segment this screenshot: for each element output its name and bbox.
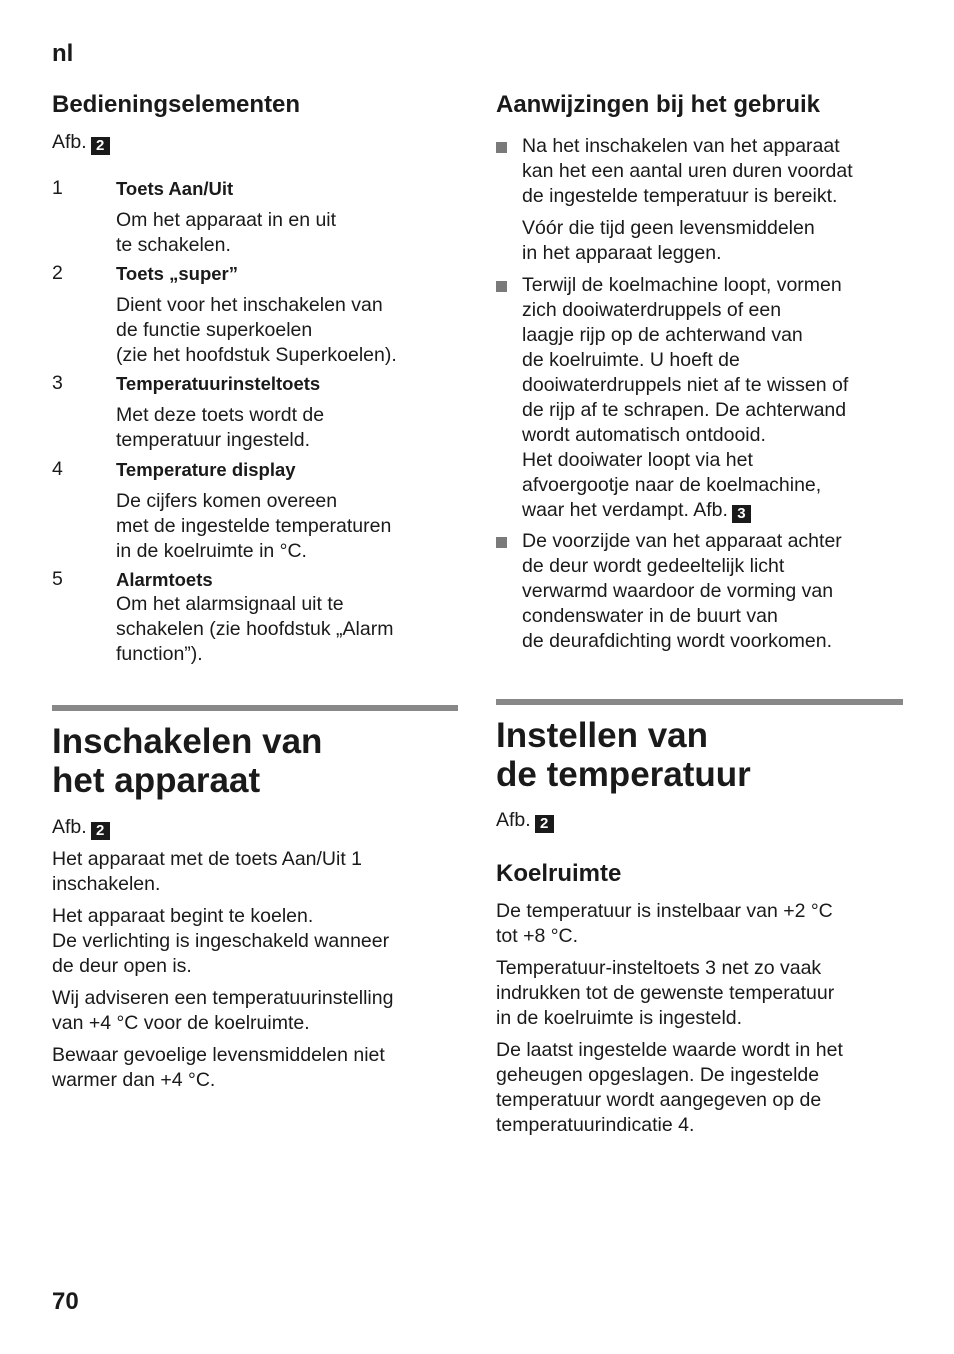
usage-bullet-extra	[522, 216, 912, 266]
desc-line: function”).	[116, 643, 203, 665]
text-line: in het apparaat leggen.	[522, 242, 722, 264]
text-line: geheugen opgeslagen. De ingestelde	[496, 1064, 820, 1086]
language-label: nl	[52, 40, 74, 67]
text-line: indrukken tot de gewenste temperatuur	[496, 982, 835, 1004]
title-line: Inschakelen van	[52, 722, 323, 761]
item-description	[116, 208, 456, 258]
text-line: laagje rijp op de achterwand van	[522, 324, 803, 346]
text-line: in de koelruimte is ingesteld.	[496, 1007, 743, 1029]
text-line: zich dooiwaterdruppels of een	[522, 299, 782, 321]
item-term: Temperature display	[116, 459, 296, 480]
usage-bullet-text	[522, 529, 912, 654]
desc-line: temperatuur ingesteld.	[116, 429, 311, 451]
figure-number-badge: 2	[535, 815, 554, 833]
koelruimte-subheading: Koelruimte	[496, 860, 622, 887]
desc-line: de functie superkoelen	[116, 319, 313, 341]
section-divider	[52, 705, 458, 711]
text-line: de deur wordt gedeeltelijk licht	[522, 555, 785, 577]
bullet-square-icon	[496, 537, 507, 548]
text-line: afvoergootje naar de koelmachine,	[522, 474, 822, 496]
text-line: De voorzijde van het apparaat achter	[522, 530, 842, 552]
switch-on-paragraph	[52, 1043, 452, 1093]
section-title	[496, 716, 751, 794]
usage-heading: Aanwijzingen bij het gebruik	[496, 91, 821, 118]
text-line	[522, 498, 912, 523]
temperature-paragraph	[496, 956, 906, 1031]
item-description	[116, 293, 506, 368]
section-divider	[496, 699, 903, 705]
text-line: Terwijl de koelmachine loopt, vormen	[522, 274, 842, 296]
desc-line: Dient voor het inschakelen van	[116, 294, 383, 316]
text-line: wordt automatisch ontdooid.	[522, 424, 766, 446]
figure-number-badge: 2	[91, 137, 110, 155]
title-line: het apparaat	[52, 761, 261, 800]
text-line: Na het inschakelen van het apparaat	[522, 135, 840, 157]
text-line: de rijp af te schrapen. De achterwand	[522, 399, 847, 421]
temperature-paragraph	[496, 1038, 906, 1138]
text-line: dooiwaterdruppels niet af te wissen of	[522, 374, 849, 396]
item-number: 1	[52, 177, 63, 199]
bullet-square-icon	[496, 142, 507, 153]
desc-line: in de koelruimte in °C.	[116, 540, 307, 562]
controls-heading: Bedieningselementen	[52, 91, 301, 118]
text-line: kan het een aantal uren duren voordat	[522, 160, 853, 182]
afb-label: Afb.	[52, 816, 87, 838]
switch-on-paragraph	[52, 847, 452, 897]
desc-line: De cijfers komen overeen	[116, 490, 338, 512]
item-description	[116, 592, 456, 667]
text-line: De verlichting is ingeschakeld wanneer	[52, 930, 390, 952]
switch-on-figure-ref	[52, 815, 110, 840]
item-number: 5	[52, 568, 63, 590]
text-line: Temperatuur-insteltoets 3 net zo vaak	[496, 957, 822, 979]
controls-figure-ref	[52, 130, 110, 155]
figure-number-badge: 2	[91, 822, 110, 840]
usage-bullet-text	[522, 134, 912, 209]
text-line: tot +8 °C.	[496, 925, 579, 947]
desc-line: schakelen (zie hoofdstuk „Alarm	[116, 618, 394, 640]
text-line: Het dooiwater loopt via het	[522, 449, 753, 471]
text-line: De laatst ingestelde waarde wordt in het	[496, 1039, 843, 1061]
title-line: Instellen van	[496, 716, 709, 755]
text-line: Vóór die tijd geen levensmiddelen	[522, 217, 815, 239]
text-line: de deur open is.	[52, 955, 192, 977]
desc-line: (zie het hoofdstuk Superkoelen).	[116, 344, 397, 366]
item-number: 2	[52, 262, 63, 284]
text-line: de koelruimte. U hoeft de	[522, 349, 740, 371]
usage-bullet-text	[522, 273, 912, 523]
figure-number-badge: 3	[732, 505, 751, 523]
text-line: inschakelen.	[52, 873, 161, 895]
item-term: Toets Aan/Uit	[116, 178, 234, 199]
text-line: temperatuurindicatie 4.	[496, 1114, 695, 1136]
text-line: warmer dan +4 °C.	[52, 1069, 216, 1091]
item-description	[116, 403, 456, 453]
desc-line: met de ingestelde temperaturen	[116, 515, 392, 537]
item-description	[116, 489, 456, 564]
desc-line: Om het apparaat in en uit	[116, 209, 337, 231]
text-line: De temperatuur is instelbaar van +2 °C	[496, 900, 833, 922]
item-term: Toets „super”	[116, 263, 238, 284]
item-term: Temperatuurinsteltoets	[116, 373, 321, 394]
desc-line: Met deze toets wordt de	[116, 404, 325, 426]
temperature-figure-ref	[496, 808, 554, 833]
switch-on-paragraph	[52, 904, 452, 979]
title-line: de temperatuur	[496, 755, 751, 794]
section-title	[52, 722, 322, 800]
text-line: Het apparaat begint te koelen.	[52, 905, 314, 927]
item-term: Alarmtoets	[116, 569, 213, 590]
text-fragment: waar het verdampt. Afb.	[522, 499, 728, 521]
item-number: 4	[52, 458, 63, 480]
text-line: Het apparaat met de toets Aan/Uit 1	[52, 848, 363, 870]
switch-on-paragraph	[52, 986, 452, 1036]
afb-label: Afb.	[52, 131, 87, 153]
desc-line: te schakelen.	[116, 234, 231, 256]
temperature-paragraph	[496, 899, 906, 949]
text-line: Wij adviseren een temperatuurinstelling	[52, 987, 394, 1009]
afb-label: Afb.	[496, 809, 531, 831]
text-line: condenswater in de buurt van	[522, 605, 778, 627]
text-line: de deurafdichting wordt voorkomen.	[522, 630, 833, 652]
item-number: 3	[52, 372, 63, 394]
page-number: 70	[52, 1288, 79, 1315]
text-line: temperatuur wordt aangegeven op de	[496, 1089, 822, 1111]
text-line: de ingestelde temperatuur is bereikt.	[522, 185, 838, 207]
desc-line: Om het alarmsignaal uit te	[116, 593, 344, 615]
text-line: verwarmd waardoor de vorming van	[522, 580, 834, 602]
bullet-square-icon	[496, 281, 507, 292]
text-line: Bewaar gevoelige levensmiddelen niet	[52, 1044, 385, 1066]
text-line: van +4 °C voor de koelruimte.	[52, 1012, 310, 1034]
